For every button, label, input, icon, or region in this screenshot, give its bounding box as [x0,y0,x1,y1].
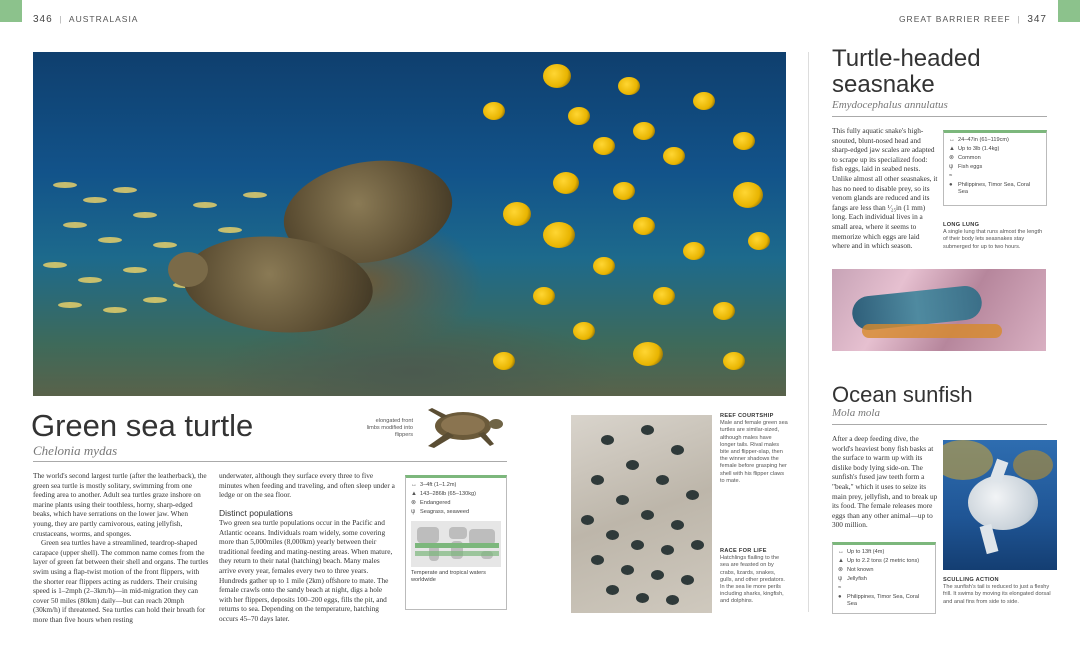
location-icon: ● [838,594,842,600]
sculling-action-text: The sunfish's tail is reduced to just a fleshy frill. It swims by moving its elongated dorsal and anal fins from side to side. [943,584,1051,605]
fact-status: ⊗ Common [949,155,981,161]
length-icon: ↔ [838,549,844,555]
fact-habitat [949,173,1041,180]
distinct-populations-heading: Distinct populations [219,508,293,518]
length-icon: ↔ [949,137,955,143]
race-for-life-title: RACE FOR LIFE [720,548,767,554]
habitat-icon: ≈ [838,585,842,591]
fact-diet: ψ Seagrass, seaweed [411,509,470,515]
reef-turtles-photo [33,52,786,396]
weight-icon: ▲ [949,146,955,152]
section-name-left: AUSTRALASIA [68,14,139,24]
turtle-body-column-2b [219,518,395,624]
column-divider [808,52,809,612]
long-lung-caption [943,222,1047,251]
fact-weight: ▲ Up to 2.2 tons (2 metric tons) [838,558,920,564]
length-icon: ↔ [411,482,417,488]
seasnake-body: This fully aquatic snake's high-snouted, blunt-nosed head and sharp-edged jaw scales are adapted to scrape up its specialized food: fish eggs, laid in seabed nests. Unlike almost all other seasnakes, it has no need to disable prey, so its venom glands are reduced and its fangs are less than ¹⁄₂₅in (1 mm) long. Each individual lives in a small area, where it seems to memorize which eggs are laid where and in which season. [832,126,938,251]
page-number-left: 346 [33,14,53,25]
turtle-paragraph-4: Two green sea turtle populations occur in the Pacific and Atlantic oceans. Individuals roam widely, some covering more than 5,000miles (8,000km) yearly between their traditional feeding and mating-nesting areas. When mature, they return to their natal (hatching) beach. Many males arrive every year, females every two to three years. Hundreds gather up to 1 mile (2km) offshore to mate. The female crawls onto the sandy beach at night, digs a hole with her flippers, deposits 100–200 eggs, fills the pit, and returns to sea. Depending on the temperature, hatching occurs 45–70 days later. [219,518,393,623]
seasnake-title-line-1: Turtle-headed [832,45,981,72]
long-lung-text: A single lung that runs almost the length of their body lets seasnakes stay submerged for up to two hours. [943,229,1043,250]
weight-icon: ▲ [838,558,844,564]
page-number-right: 347 [1027,14,1047,25]
hatchlings-photo [571,415,712,613]
status-icon: ⊗ [949,155,955,161]
turtle-paragraph-1: The world's second largest turtle (after the leatherback), the green sea turtle is mostly solitary, swimming from one feeding area to another. Adult sea turtles graze inshore on marine plants using their toothless, horny, sharp-edged beaks, which have serrations on the lower jaw. When young, they are partly carnivorous, eating jellyfish, crustaceans, worms, and sponges. [33,471,207,538]
turtle-latin-name: Chelonia mydas [33,443,118,458]
turtle-paragraph-3: underwater, although they surface every three to five minutes when feeding and traveling, and often sleep under a ledge or on the sea floor. [219,471,395,500]
fact-weight: ▲ 143–286lb (65–130kg) [411,491,476,497]
sculling-action-title: SCULLING ACTION [943,577,999,583]
turtle-illustration [418,404,508,450]
fact-habitat [838,585,930,592]
flipper-annotation: elongated front limbs modified into flippers [366,418,413,439]
diet-icon: ψ [411,509,416,515]
fact-diet: ψ Fish eggs [949,164,983,170]
sunfish-photo [943,440,1057,570]
status-icon: ⊗ [838,567,844,573]
corner-tab-left [0,0,22,22]
corner-tab-right [1058,0,1080,22]
habitat-icon: ≈ [949,173,953,179]
fact-status: ⊗ Endangered [411,500,451,506]
sunfish-body: After a deep feeding dive, the world's heaviest bony fish basks at the surface to warm up with its dislike body lying side-on. The sunfish's fused jaw teeth form a "beak," which it uses to seize its main prey, jellyfish, and to break up its food. The female releases more eggs than any other animal—up to 300 million. [832,434,938,530]
fact-length: ↔ 3–4ft (1–1.2m) [411,482,457,488]
long-lung-title: LONG LUNG [943,222,980,228]
sunfish-latin-name: Mola mola [832,407,880,419]
running-head-left: 346 | AUSTRALASIA [33,14,139,25]
turtle-paragraph-2: Green sea turtles have a streamlined, teardrop-shaped carapace (upper shell). The common name comes from the layer of green fat between their shell and organs. The turtles swim using a flap-twist motion of the front flippers, with the shorter rear flippers acting as rudders. Their cruising speed is 1–2mph (2–3km/h)—in mid-migration they can cover 50 miles (80km) daily—but can reach 20mph (30km/h) if threatened. Sea turtles can hold their breath for more than five hours when resting [33,538,209,624]
race-for-life-caption [720,548,788,606]
race-for-life-text: Hatchlings flailing to the sea are feasted on by crabs, lizards, snakes, gulls, and other predators. In the sea lie more perils including sharks, kingfish, and dolphins. [720,555,785,605]
fact-length: ↔ 24–47in (61–119cm) [949,137,1009,143]
seasnake-fact-box [943,130,1047,206]
fact-weight: ▲ Up to 3lb (1.4kg) [949,146,1000,152]
fact-length: ↔ Up to 13ft (4m) [838,549,885,555]
sunfish-title: Ocean sunfish [832,382,973,407]
seasnake-title [832,46,981,98]
turtle-body-column-2 [219,471,395,500]
map-caption: Temperate and tropical waters worldwide [411,570,486,583]
reef-courtship-title: REEF COURTSHIP [720,413,774,419]
fact-diet: ψ Jellyfish [838,576,867,582]
turtle-title-rule [33,461,507,462]
seasnake-photo [832,269,1046,351]
diet-icon: ψ [949,164,954,170]
turtle-fact-box [405,475,507,610]
status-icon: ⊗ [411,500,417,506]
turtle-body-column-1 [33,471,209,625]
weight-icon: ▲ [411,491,417,497]
turtle-title: Green sea turtle [31,408,254,443]
location-icon: ● [949,182,953,188]
sunfish-title-rule [832,424,1047,425]
reef-courtship-text: Male and female green sea turtles are similar-sized, although males have longer tails. Rival males bite and flipper-slap, then the winner shadows the female before grasping her shell with his flipper claws to mate. [720,420,788,484]
reef-courtship-caption [720,413,788,485]
fact-status: ⊗ Not known [838,567,874,573]
fact-location: ● Philippines, Timor Sea, Coral Sea [949,182,1031,195]
section-name-right: GREAT BARRIER REEF [898,14,1011,24]
diet-icon: ψ [838,576,843,582]
seasnake-title-rule [832,116,1047,117]
running-head-right: GREAT BARRIER REEF | 347 [898,14,1047,25]
sunfish-fact-box [832,542,936,614]
world-range-map [411,521,501,567]
sculling-action-caption [943,577,1057,606]
fact-location: ● Philippines, Timor Sea, Coral Sea [838,594,920,607]
seasnake-title-line-2: seasnake [832,71,935,98]
seasnake-latin-name: Emydocephalus annulatus [832,99,948,111]
